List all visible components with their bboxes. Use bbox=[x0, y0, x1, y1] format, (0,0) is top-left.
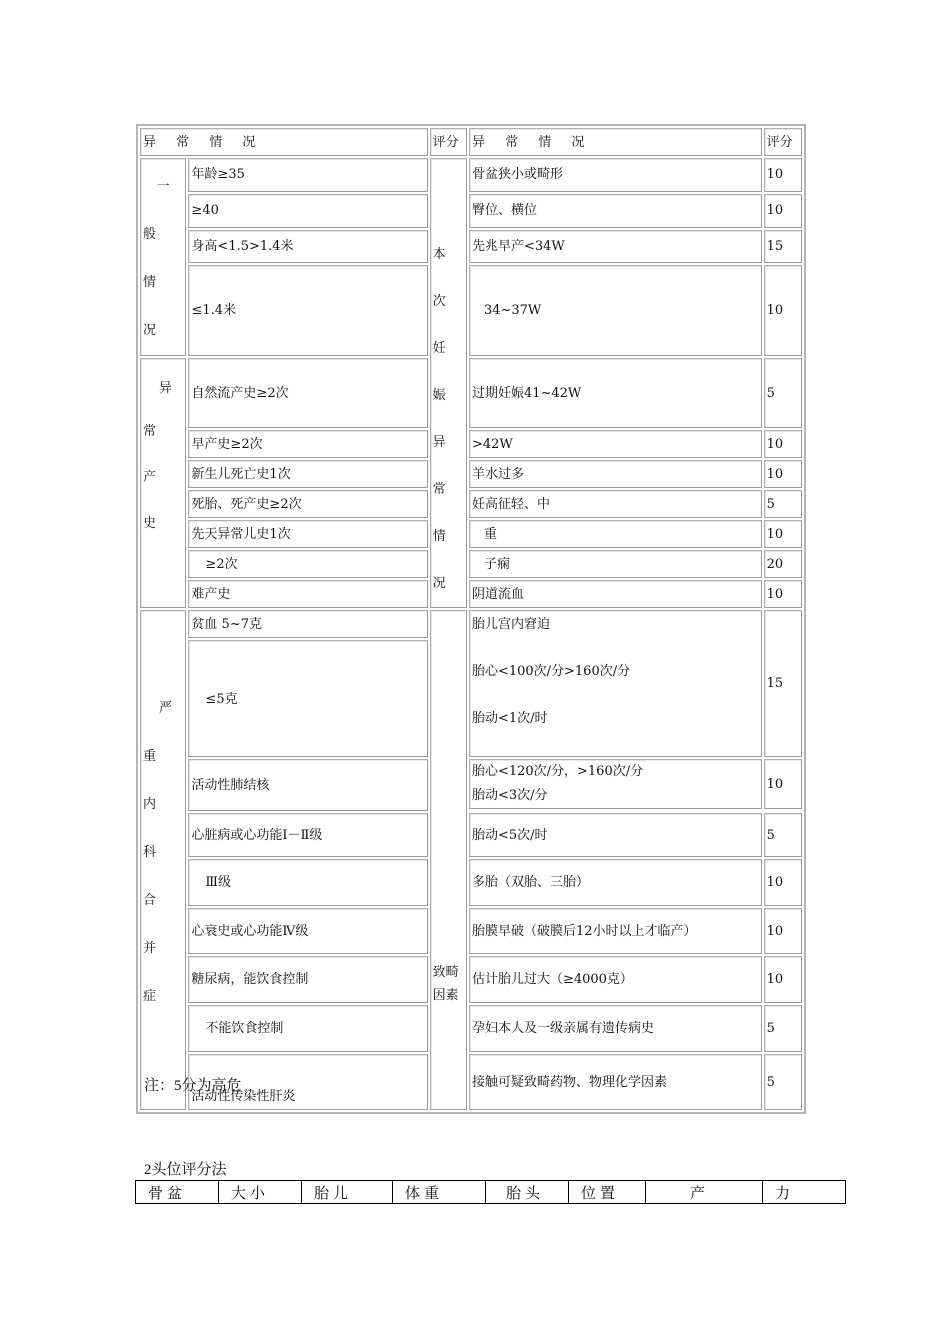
right-item-label: 阴道流血 bbox=[469, 580, 762, 608]
category-char: 症 bbox=[143, 989, 157, 1004]
category-char: 般 bbox=[143, 227, 157, 242]
footnote: 注：5分为高危 bbox=[144, 1078, 242, 1094]
right-item-label: 34~37W bbox=[469, 265, 762, 356]
table-row bbox=[140, 610, 802, 638]
category-char: 内 bbox=[143, 797, 157, 812]
right-item-line: 胎儿宫内窘迫 bbox=[471, 617, 550, 632]
right-item-label: 子痫 bbox=[469, 550, 762, 578]
right-item-score: 10 bbox=[764, 908, 802, 954]
item-hepatitis: 活动性传染性肝炎 bbox=[188, 1054, 427, 1110]
right-item-label: 妊高征轻、中 bbox=[469, 490, 762, 518]
item-age40: ≥40 bbox=[188, 194, 427, 228]
category-char: 娠 bbox=[432, 388, 446, 403]
item-anemia: 贫血 5~7克 bbox=[188, 610, 427, 638]
table-row bbox=[140, 358, 802, 428]
right-item-label: 孕妇本人及一级亲属有遗传病史 bbox=[469, 1005, 762, 1052]
right-item-score: 20 bbox=[764, 550, 802, 578]
category-char: 合 bbox=[143, 893, 157, 908]
item-congenital: 先天异常儿史1次 bbox=[188, 520, 427, 548]
table-row bbox=[140, 520, 802, 548]
table-row bbox=[136, 1181, 846, 1204]
table-row bbox=[140, 430, 802, 458]
right-item-score: 10 bbox=[764, 759, 802, 809]
category-teratogenic-cell bbox=[430, 610, 467, 1110]
category-complications bbox=[140, 610, 186, 1110]
right-item-score: 15 bbox=[764, 230, 802, 264]
right-item-label: 胎膜早破（破膜后12小时以上才临产） bbox=[469, 908, 762, 954]
right-item-score: 5 bbox=[764, 358, 802, 428]
right-item-label: 臀位、横位 bbox=[469, 194, 762, 228]
right-item-multi bbox=[469, 610, 762, 757]
right-item-score: 10 bbox=[764, 520, 802, 548]
item-preterm: 早产史≥2次 bbox=[188, 430, 427, 458]
right-item-label: 过期妊娠41~42W bbox=[469, 358, 762, 428]
category-char: 史 bbox=[143, 516, 157, 531]
category-char: 况 bbox=[432, 576, 446, 591]
category-general bbox=[140, 158, 186, 356]
right-item-score: 10 bbox=[764, 956, 802, 1003]
table-row bbox=[140, 460, 802, 488]
category-char: 异 bbox=[432, 435, 446, 450]
right-item-label: 先兆早产<34W bbox=[469, 230, 762, 264]
right-item-label: 羊水过多 bbox=[469, 460, 762, 488]
right-item-label: 多胎（双胎、三胎） bbox=[469, 859, 762, 906]
right-item-label: 估计胎儿过大（≥4000克） bbox=[469, 956, 762, 1003]
table-row bbox=[140, 859, 802, 906]
item-height14: ≤1.4米 bbox=[188, 265, 427, 356]
right-item-score: 10 bbox=[764, 158, 802, 192]
head-table-cell: 位置 bbox=[569, 1181, 646, 1204]
category-teratogenic: 致畸因素 bbox=[432, 965, 459, 1003]
head-table-cell: 产 bbox=[646, 1181, 763, 1204]
category-char: 并 bbox=[143, 941, 157, 956]
right-item-line: 胎心<100次/分>160次/分 bbox=[471, 664, 631, 679]
right-item-score: 5 bbox=[764, 1054, 802, 1110]
item-stillbirth: 死胎、死产史≥2次 bbox=[188, 490, 427, 518]
item-diabetes2: 不能饮食控制 bbox=[188, 1005, 427, 1052]
right-item-score: 10 bbox=[764, 859, 802, 906]
head-position-table bbox=[135, 1180, 846, 1204]
right-item-score: 10 bbox=[764, 430, 802, 458]
right-item-label: >42W bbox=[469, 430, 762, 458]
header-abnormal-left: 异 常 情 况 bbox=[140, 128, 428, 156]
right-item-score: 5 bbox=[764, 490, 802, 518]
category-char: 常 bbox=[143, 424, 157, 439]
head-table-cell: 体重 bbox=[393, 1181, 486, 1204]
category-char: 情 bbox=[143, 275, 157, 290]
head-table-cell: 骨盆 bbox=[136, 1181, 219, 1204]
table-row bbox=[140, 550, 802, 578]
header-score-right: 评分 bbox=[764, 128, 802, 156]
item-diabetes: 糖尿病，能饮食控制 bbox=[188, 956, 427, 1003]
head-table-cell: 胎头 bbox=[486, 1181, 569, 1204]
item-age35: 年龄≥35 bbox=[188, 158, 427, 192]
item-congenital2: ≥2次 bbox=[188, 550, 427, 578]
category-pregnancy bbox=[430, 158, 467, 608]
category-char: 妊 bbox=[432, 341, 446, 356]
right-item-multi bbox=[469, 759, 762, 809]
right-item-score: 10 bbox=[764, 265, 802, 356]
category-abnormal-history bbox=[140, 358, 186, 608]
table-row bbox=[140, 1005, 802, 1052]
table-header-row bbox=[140, 128, 802, 156]
right-item-score: 5 bbox=[764, 1005, 802, 1052]
category-char: 情 bbox=[432, 529, 446, 544]
item-neonatal-death: 新生儿死亡史1次 bbox=[188, 460, 427, 488]
item-tb: 活动性肺结核 bbox=[188, 759, 427, 811]
category-char: 本 bbox=[432, 247, 446, 262]
table-row bbox=[140, 580, 802, 608]
table-row bbox=[140, 759, 802, 809]
table-row bbox=[140, 265, 802, 356]
item-abortion: 自然流产史≥2次 bbox=[188, 358, 427, 428]
right-item-score: 10 bbox=[764, 580, 802, 608]
category-char: 产 bbox=[143, 470, 157, 485]
item-anemia5: ≤5克 bbox=[188, 640, 427, 757]
item-dystocia: 难产史 bbox=[188, 580, 427, 608]
item-heart12: 心脏病或心功能Ⅰ－Ⅱ级 bbox=[188, 813, 427, 857]
category-char: 严 bbox=[159, 701, 173, 716]
header-abnormal-right: 异 常 情 况 bbox=[469, 128, 762, 156]
item-heart3: Ⅲ级 bbox=[188, 859, 427, 906]
table-row bbox=[140, 158, 802, 192]
category-char: 常 bbox=[432, 482, 446, 497]
table-row bbox=[140, 194, 802, 228]
table-row bbox=[140, 813, 802, 857]
category-char: 况 bbox=[143, 323, 157, 338]
right-item-label: 胎动<5次/时 bbox=[469, 813, 762, 857]
header-score-left: 评分 bbox=[430, 128, 467, 156]
category-char: 科 bbox=[143, 845, 157, 860]
table-row bbox=[140, 490, 802, 518]
table-row bbox=[140, 956, 802, 1003]
right-item-score: 10 bbox=[764, 194, 802, 228]
right-item-label: 接触可疑致畸药物、物理化学因素 bbox=[469, 1054, 762, 1110]
right-item-line: 胎动<1次/时 bbox=[471, 711, 548, 726]
category-char: 一 bbox=[156, 179, 170, 194]
table-row bbox=[140, 908, 802, 954]
table-row bbox=[140, 230, 802, 264]
risk-score-table bbox=[136, 124, 806, 1114]
head-table-cell: 力 bbox=[763, 1181, 846, 1204]
right-item-line: 胎心<120次/分，>160次/分 bbox=[471, 764, 644, 779]
item-height15: 身高<1.5>1.4米 bbox=[188, 230, 427, 264]
right-item-label: 重 bbox=[469, 520, 762, 548]
section-title: 2头位评分法 bbox=[144, 1162, 227, 1178]
category-char: 重 bbox=[143, 749, 157, 764]
right-item-score: 10 bbox=[764, 460, 802, 488]
right-item-label: 骨盆狭小或畸形 bbox=[469, 158, 762, 192]
head-table-cell: 大小 bbox=[219, 1181, 302, 1204]
right-item-line: 胎动<3次/分 bbox=[471, 788, 548, 803]
category-char: 异 bbox=[159, 381, 173, 396]
right-item-score: 15 bbox=[764, 610, 802, 757]
item-heart4: 心衰史或心功能Ⅳ级 bbox=[188, 908, 427, 954]
right-item-score: 5 bbox=[764, 813, 802, 857]
head-table-cell: 胎儿 bbox=[302, 1181, 393, 1204]
category-char: 次 bbox=[432, 294, 446, 309]
